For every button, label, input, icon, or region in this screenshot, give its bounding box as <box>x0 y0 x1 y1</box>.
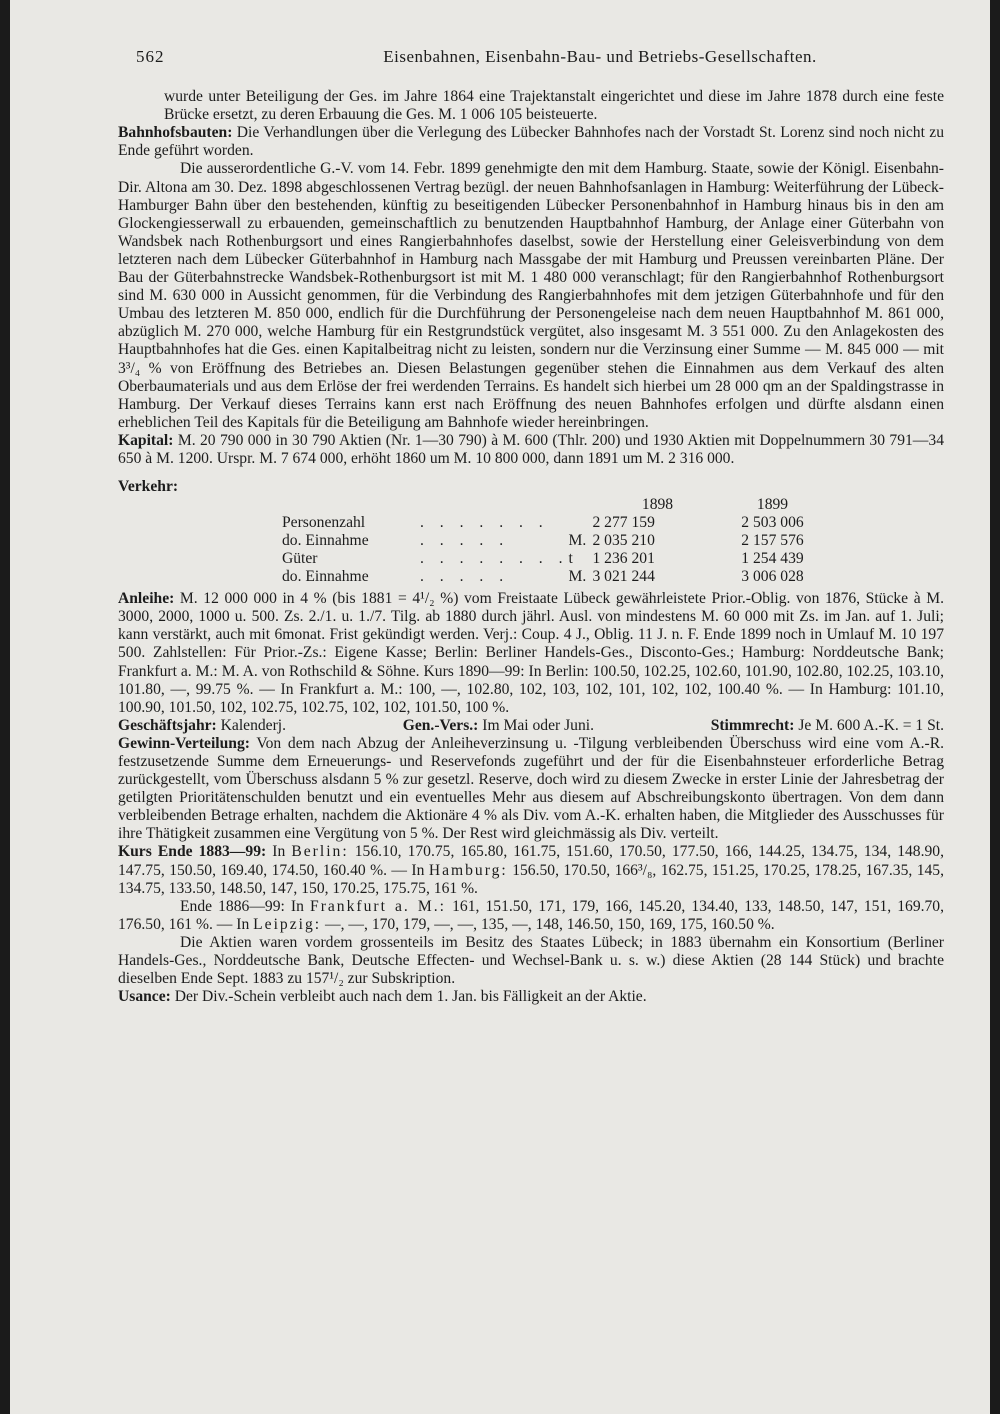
row-dots: . . . . . . . <box>420 514 549 532</box>
value-1898: 2 035 210 <box>592 532 655 550</box>
stimmrecht-item <box>711 717 944 735</box>
gewinn-heading: Gewinn-Verteilung: <box>118 734 250 752</box>
year-1899: 1899 <box>756 496 789 514</box>
kurs-paragraph-3: Die Aktien waren vordem grossenteils im Besitz des Staates Lübeck; in 1883 übernahm ein Konsortium (Berliner Handels-Ges., Norddeutsche Bank, Deutsche Effecten- und Wechsel-Bank u. s. w.) diese Aktien (28 144 Stück) und brachte dieselben Ende Sept. 1883 zu 157¹/₂ zur Subskription. <box>118 933 944 988</box>
anleihe-entry <box>118 590 944 717</box>
value-1899: 1 254 439 <box>741 550 804 568</box>
kurs-text-pre: In <box>272 843 286 861</box>
kurs-text-frankfurt: 161, 151.50, 171, 179, 166, 145.20, 134.40, 133, 148.50, 147, 151, 169.70, 176.50, 161 %. — In <box>118 897 945 933</box>
genvers-item <box>403 717 594 735</box>
value-1899: 2 503 006 <box>741 514 804 532</box>
kurs-place-leipzig: Leipzig: <box>253 915 322 933</box>
bahnhofsbauten-heading: Bahnhofsbauten: <box>118 124 233 142</box>
row-label: do. Einnahme <box>282 568 369 586</box>
row-label: Personenzahl <box>282 514 366 532</box>
bahnhofsbauten-entry <box>118 124 944 160</box>
row-label: Güter <box>282 550 318 568</box>
kurs-text-hamburg: 156.50, 170.50, 166³/₈, 162.75, 151.25, 170.25, 178.25, 167.35, 145, 134.75, 133.50, 148.50, 147, 150, 170.25, 175.75, 161 %. <box>118 861 944 897</box>
running-title: Eisenbahnen, Eisenbahn-Bau- und Betriebs-Gesellschaften. <box>383 47 817 66</box>
scan-edge-left <box>0 0 10 1414</box>
table-row <box>282 532 822 550</box>
kapital-text: M. 20 790 000 in 30 790 Aktien (Nr. 1—30 790) à M. 600 (Thlr. 200) und 1930 Aktien mit Doppelnummern 30 791—34 650 à M. 1200. Urspr. M. 7 674 000, erhöht 1860 um M. 10 800 000, dann 1891 um M. 2 316 000. <box>118 431 944 467</box>
value-1898: 2 277 159 <box>592 514 655 532</box>
kurs-place-hamburg: Hamburg: <box>428 861 508 879</box>
row-label: do. Einnahme <box>282 532 369 550</box>
stimmrecht-value: Je M. 600 A.-K. = 1 St. <box>798 716 944 734</box>
value-1898: 3 021 244 <box>592 568 655 586</box>
geschaeftsjahr-line <box>118 717 944 735</box>
verkehr-year-row <box>282 496 822 514</box>
verkehr-heading-line <box>118 478 944 496</box>
year-1898: 1898 <box>641 496 674 514</box>
kurs-place-berlin: Berlin: <box>291 843 349 861</box>
kurs-paragraph-2 <box>118 898 944 934</box>
anleihe-heading: Anleihe: <box>118 590 175 608</box>
table-row <box>282 550 822 568</box>
intro-paragraph: wurde unter Beteiligung der Ges. im Jahre 1864 eine Trajektanstalt eingerichtet und diese im Jahre 1878 durch eine feste Brücke ersetzt, zu deren Erbauung die Ges. M. 1 006 105 beisteuerte. <box>164 88 944 124</box>
kurs-place-frankfurt: Frankfurt a. M.: <box>310 897 447 915</box>
row-dots: . . . . . <box>420 532 510 550</box>
bahnhofsbauten-paragraph-2: Die ausserordentliche G.-V. vom 14. Febr. 1899 genehmigte den mit dem Hamburg. Staate, sowie der Königl. Eisenbahn-Dir. Altona am 30. Dez. 1898 abgeschlossenen Vertrag bezügl. der neuen Bahnhofsanlagen in Hamburg: Weiterführung der Lübeck-Hamburger Bahn über den bestehenden, künftig zu beseitigenden Lübecker Personenbahnhof in Hamburg hinaus bis in den am Glockengiesserwall zu erbauenden, gemeinschaftlich zu benutzenden Hauptbahnhof Hamburg, der Anlage einer Güterbahn von Wandsbek nach Rothenburgsort und eines Rangierbahnhofes daselbst, sowie der Herstellung einer Geleisverbindung von dem letzteren nach dem Lübecker Güterbahnhof in Hamburg nach Massgabe der mit Hamburg und Preussen vereinbarten Pläne. Der Bau der Güterbahnstrecke Wandsbek-Rothenburgsort ist mit M. 1 480 000 veranschlagt; für den Rangierbahnhof Rothenburgsort sind M. 630 000 in Aussicht genommen, für die Verbindung des Rangierbahnhofes mit dem jetzigen Güterbahnhofe und für den Umbau des letzteren M. 850 000, endlich für die Durchführung der Personengeleise nach dem neuen Hauptbahnhof M. 861 000, abzüglich M. 270 000, welche Hamburg für ein Restgrundstück vergütet, also insgesamt M. 3 551 000. Zu den Anlagekosten des Hauptbahnhofes hat die Ges. einen Kapitalbeitrag nicht zu leisten, sondern nur die Verzinsung einer Summe — M. 845 000 — mit 3³/₄ % von Eröffnung des Betriebes an. Diesen Belastungen gegenüber stehen die Einnahmen aus dem Verkauf des alten Oberbaumaterials und aus dem Erlöse der frei werdenden Terrains. Es handelt sich hierbei um 28 000 qm an der Spaldingstrasse in Hamburg. Der Verkauf dieses Terrains kann erst nach Eröffnung des neuen Bahnhofes erfolgen und dürfte alsdann einen erheblichen Teil des Kapitals für die Beteiligung am Bahnhofe wieder hereinbringen. <box>118 160 944 431</box>
table-row <box>282 568 822 586</box>
verkehr-heading: Verkehr: <box>118 478 179 496</box>
value-1899: 3 006 028 <box>741 568 804 586</box>
usance-entry <box>118 988 944 1006</box>
anleihe-text: M. 12 000 000 in 4 % (bis 1881 = 4¹/₂ %) vom Freistaate Lübeck gewährleistete Prior.-Oblig. von 1876, Stücke à M. 3000, 2000, 1000 u. 500. Zs. 2./1. u. 1./7. Tilg. ab 1880 durch jährl. Ausl. von mindestens M. 60 000 mit Zs. im Jan. auf 1. Juli; kann verstärkt, auch mit 6monat. Frist gekündigt werden. Verj.: Coup. 4 J., Oblig. 11 J. n. F. Ende 1899 noch in Umlauf M. 10 197 500. Zahlstellen: Für Prior.-Zs.: Eigene Kasse; Berlin: Berliner Handels-Ges., Disconto-Ges.; Hamburg: Norddeutsche Bank; Frankfurt a. M.: M. A. von Rothschild & Söhne. Kurs 1890—99: In Berlin: 100.50, 102.25, 102.60, 101.90, 102.80, 102.25, 103.10, 101.80, —, 99.75 %. — In Frankfurt a. M.: 100, —, 102.80, 102, 103, 102, 101, 102, 102, 100.40 %. — In Hamburg: 101.10, 100.90, 101.50, 102, 102.75, 102.75, 102, 102, 101.50, 100 %. <box>118 590 944 716</box>
geschaeftsjahr-item <box>118 717 286 735</box>
kurs-entry <box>118 843 944 897</box>
genvers-heading: Gen.-Vers.: <box>402 716 479 734</box>
stimmrecht-heading: Stimmrecht: <box>710 716 795 734</box>
row-unit <box>568 514 586 532</box>
kapital-heading: Kapital: <box>118 431 174 449</box>
value-1898: 1 236 201 <box>592 550 655 568</box>
row-unit: M. <box>568 568 587 586</box>
row-unit: M. <box>568 532 587 550</box>
gewinn-text: Von dem nach Abzug der Anleiheverzinsung u. -Tilgung verbleibenden Überschuss wird eine vom A.-R. festzusetzende Summe dem Erneuerungs- und Reservefonds zugeführt und der für die Eisenbahnsteuer erforderliche Betrag zurückgestellt, vom Überschuss alsdann 5 % zur gesetzl. Reserve, doch wird zu diesem Zwecke in erster Linie der Jahresbetrag der getilgten Prioritätenschulden benutzt und ein eventuelles Mehr aus diesem auf Abschreibungskonto übertragen. Von dem dann verbleibenden Betrage erhalten, nachdem die Aktionäre 4 % als Div. vom A.-K. erhalten haben, die Mitglieder des Ausschusses für ihre Thätigkeit zusammen eine Vergütung von 5 %. Der Rest wird gleichmässig als Div. verteilt. <box>118 734 944 843</box>
geschaeftsjahr-value: Kalenderj. <box>220 716 287 734</box>
verkehr-table <box>282 496 822 586</box>
genvers-value: Im Mai oder Juni. <box>482 716 595 734</box>
usance-heading: Usance: <box>118 988 171 1006</box>
scan-edge-right <box>990 0 1000 1414</box>
page-header <box>136 48 944 66</box>
value-1899: 2 157 576 <box>741 532 804 550</box>
row-dots: . . . . . . . . <box>420 550 569 568</box>
gewinn-entry <box>118 735 944 844</box>
page-number: 562 <box>136 47 165 66</box>
kurs-text-berlin: 156.10, 170.75, 165.80, 161.75, 151.60, 170.50, 177.50, 166, 144.25, 134.75, 134, 148.90, 147.75, 150.50, 169.40, 174.50, 160.40 %. — In <box>118 843 944 879</box>
usance-text: Der Div.-Schein verbleibt auch nach dem 1. Jan. bis Fälligkeit an der Aktie. <box>174 988 647 1006</box>
geschaeftsjahr-heading: Geschäftsjahr: <box>118 716 217 734</box>
kurs-heading: Kurs Ende 1883—99: <box>118 843 267 861</box>
row-unit: t <box>568 550 573 568</box>
kurs-text-leipzig: —, —, 170, 179, —, —, 135, —, 148, 146.50, 150, 169, 175, 160.50 %. <box>325 915 775 933</box>
row-dots: . . . . . <box>420 568 510 586</box>
kapital-entry <box>118 432 944 468</box>
table-row <box>282 514 822 532</box>
bahnhofsbauten-text: Die Verhandlungen über die Verlegung des Lübecker Bahnhofes nach der Vorstadt St. Lorenz sind noch nicht zu Ende geführt worden. <box>118 124 944 160</box>
kurs-text3-pre: Ende 1886—99: In <box>180 897 304 915</box>
